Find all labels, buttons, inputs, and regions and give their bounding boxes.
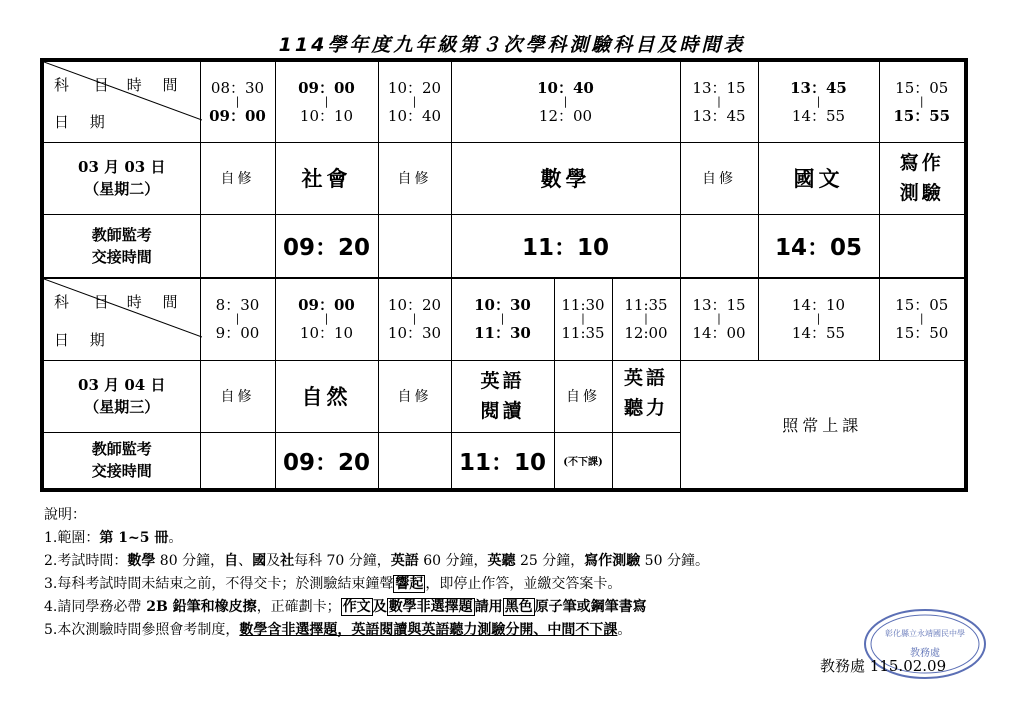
day2-no-break-note: (不下課) bbox=[554, 432, 612, 490]
page-title: 114學年度九年級第３次學科測驗科目及時間表 bbox=[278, 34, 746, 56]
day1-date-cell: 03 月 03 日 （星期二） bbox=[42, 142, 200, 214]
day2-self-study-1: 自修 bbox=[200, 360, 275, 432]
corner-subject-label: 科 目 bbox=[54, 76, 119, 94]
note-3: 3.每科考試時間未結束之前，不得交卡；於測驗結束鐘聲 響起 ，即停止作答，並繳交答案卡。 bbox=[44, 576, 622, 592]
day2-slot-2-time: 09：00 | 10：10 bbox=[275, 278, 378, 360]
day1-supervision-label: 教師監考 交接時間 bbox=[42, 214, 200, 278]
day2-slot-9-time: 15：05 | 15：50 bbox=[879, 278, 966, 360]
day1-subject-math: 數學 bbox=[451, 142, 680, 214]
day1-self-study-3: 自修 bbox=[680, 142, 758, 214]
day2-self-study-2: 自修 bbox=[378, 360, 451, 432]
day1-slot-3-time: 10：20 | 10：40 bbox=[378, 60, 451, 142]
note-4: 4.請同學務必帶 2B 鉛筆和橡皮擦，正確劃卡； 作文 及 數學非選擇題 請用 黑色 原子筆或鋼筆書寫 bbox=[44, 599, 647, 615]
note-2: 2.考試時間：數學 80 分鐘，自、國及社每科 70 分鐘，英語 60 分鐘，英聽 25 分鐘，寫作測驗 50 分鐘。 bbox=[44, 553, 709, 569]
note-5: 5.本次測驗時間參照會考制度，數學含非選擇題，英語閱讀與英語聽力測驗分開、中間不下課。 bbox=[44, 622, 632, 638]
day2-slot-6-time: 11:35 | 12:00 bbox=[612, 278, 680, 360]
day1-supervision-time-3: 14：05 bbox=[758, 214, 879, 278]
day2-supervision-time-1: 09：20 bbox=[275, 432, 378, 490]
footer-signature bbox=[820, 655, 946, 676]
day2-slot-5-time: 11:30 | 11:35 bbox=[554, 278, 612, 360]
day1-supervision-row bbox=[42, 214, 966, 278]
day2-date-cell: 03 月 04 日 （星期三） bbox=[42, 360, 200, 432]
day2-subject-science: 自然 bbox=[275, 360, 378, 432]
day1-supervision-time-1: 09：20 bbox=[275, 214, 378, 278]
corner-time-label: 時 間 bbox=[126, 76, 186, 94]
day2-slot-7-time: 13：15 | 14：00 bbox=[680, 278, 758, 360]
day1-slot-4-time: 10：40 | 12：00 bbox=[451, 60, 680, 142]
day2-subject-english-reading: 英語 閱讀 bbox=[451, 360, 554, 432]
day1-self-study-1: 自修 bbox=[200, 142, 275, 214]
notes-section bbox=[44, 504, 944, 642]
day2-subject-english-listening: 英語 聽力 bbox=[612, 360, 680, 432]
day1-subject-social: 社會 bbox=[275, 142, 378, 214]
day1-slot-6-time: 13：45 | 14：55 bbox=[758, 60, 879, 142]
day1-subject-writing: 寫作 測驗 bbox=[879, 142, 966, 214]
corner-date-label: 日 期 bbox=[54, 330, 113, 349]
day1-slot-2-time: 09：00 | 10：10 bbox=[275, 60, 378, 142]
day2-slot-4-time: 10：30 | 11：30 bbox=[451, 278, 554, 360]
day2-corner-cell bbox=[42, 278, 200, 360]
schedule-table bbox=[40, 58, 968, 492]
svg-text:教務處: 教務處 bbox=[910, 648, 940, 659]
day2-slot-1-time: 8：30 | 9：00 bbox=[200, 278, 275, 360]
day1-slot-7-time: 15：05 | 15：55 bbox=[879, 60, 966, 142]
footer-date: 115.02.09 bbox=[869, 657, 947, 675]
day1-self-study-2: 自修 bbox=[378, 142, 451, 214]
day2-slot-8-time: 14：10 | 14：55 bbox=[758, 278, 879, 360]
day2-slot-3-time: 10：20 | 10：30 bbox=[378, 278, 451, 360]
day1-supervision-time-2: 11：10 bbox=[451, 214, 680, 278]
corner-time-label: 時 間 bbox=[126, 293, 186, 311]
svg-text:彰化縣立永靖國民中學: 彰化縣立永靖國民中學 bbox=[885, 629, 965, 638]
notes-heading: 說明： bbox=[44, 507, 86, 523]
footer-office: 教務處 bbox=[820, 657, 866, 675]
day1-corner-cell bbox=[42, 60, 200, 142]
corner-date-label: 日 期 bbox=[54, 112, 113, 131]
day1-slot-5-time: 13：15 | 13：45 bbox=[680, 60, 758, 142]
day2-subject-row bbox=[42, 360, 966, 432]
day2-self-study-3: 自修 bbox=[554, 360, 612, 432]
day2-supervision-time-2: 11：10 bbox=[451, 432, 554, 490]
corner-subject-label: 科 目 bbox=[54, 293, 119, 311]
day2-afternoon-normal-class: 照常上課 bbox=[680, 360, 966, 490]
day1-subject-row bbox=[42, 142, 966, 214]
day2-supervision-label: 教師監考 交接時間 bbox=[42, 432, 200, 490]
day1-subject-chinese: 國文 bbox=[758, 142, 879, 214]
day2-time-header-row bbox=[42, 278, 966, 360]
note-1: 1.範圍：第 1~5 冊。 bbox=[44, 530, 183, 546]
day1-time-header-row bbox=[42, 60, 966, 142]
day1-slot-1-time: 08：30 | 09：00 bbox=[200, 60, 275, 142]
